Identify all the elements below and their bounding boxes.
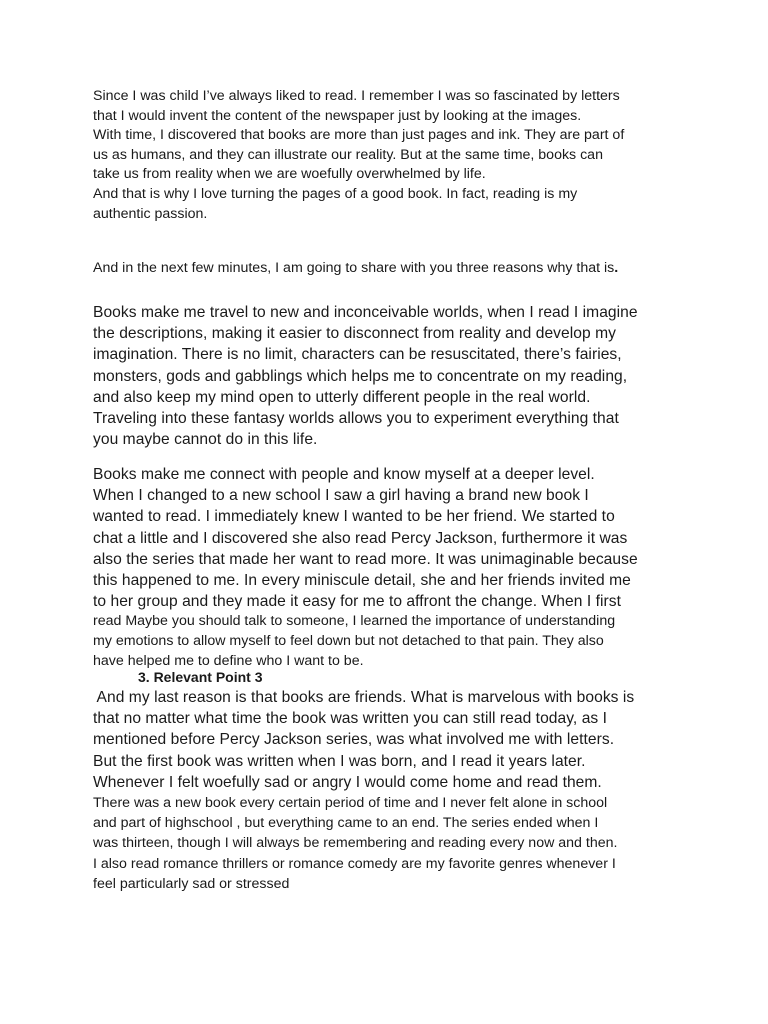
point-1-line: imagination. There is no limit, characters can be resuscitated, there’s fairies, [93, 346, 622, 364]
point-1-line: monsters, gods and gabblings which helps me to concentrate on my reading, [93, 367, 628, 385]
intro-line: that I would invent the content of the newspaper just by looking at the images. [93, 107, 582, 124]
point-2-line: my emotions to allow myself to feel down but not detached to that pain. They also [93, 633, 604, 650]
point-3-line: Whenever I felt woefully sad or angry I would come home and read them. [93, 773, 602, 791]
point-1-line: the descriptions, making it easier to disconnect from reality and develop my [93, 325, 616, 343]
intro-line: take us from reality when we are woefully overwhelmed by life. [93, 166, 486, 183]
point-2-line: to her group and they made it easy for me to affront the change. When I first [93, 593, 621, 611]
point-2-line: have helped me to define who I want to be. [93, 652, 364, 669]
point-3-line: I also read romance thrillers or romance comedy are my favorite genres whenever I [93, 855, 616, 872]
transition-sentence [93, 258, 693, 278]
point-2-line: read Maybe you should talk to someone, I learned the importance of understanding [93, 613, 616, 630]
point-2-line: this happened to me. In every miniscule detail, she and her friends invited me [93, 572, 631, 590]
point-3-paragraph [93, 687, 693, 894]
point-2-line: When I changed to a new school I saw a girl having a brand new book I [93, 487, 589, 505]
point-3-line: feel particularly sad or stressed [93, 875, 290, 892]
point-3-line: There was a new book every certain period of time and I never felt alone in school [93, 795, 608, 812]
point-2-paragraph [93, 464, 693, 671]
point-1-line: and also keep my mind open to utterly different people in the real world. [93, 388, 591, 406]
point-1-line: you maybe cannot do in this life. [93, 431, 318, 449]
point-2-line: also the series that made her want to read more. It was unimaginable because [93, 550, 638, 568]
intro-line: Since I was child I’ve always liked to read. I remember I was so fascinated by letters [93, 88, 620, 104]
section-heading-point-3: 3. Relevant Point 3 [138, 669, 263, 685]
point-3-line: was thirteen, though I will always be remembering and reading every now and then. [93, 835, 618, 852]
point-3-line: and part of highschool , but everything came to an end. The series ended when I [93, 815, 599, 832]
point-1-line: Books make me travel to new and inconceivable worlds, when I read I imagine [93, 304, 638, 321]
transition-period: . [614, 260, 619, 276]
point-3-line: mentioned before Percy Jackson series, was what involved me with letters. [93, 731, 615, 749]
point-3-line: that no matter what time the book was written you can still read today, as I [93, 710, 608, 728]
point-2-line: Books make me connect with people and know myself at a deeper level. [93, 466, 595, 483]
intro-line: With time, I discovered that books are more than just pages and ink. They are part of [93, 127, 625, 144]
point-1-paragraph [93, 302, 693, 450]
transition-text: And in the next few minutes, I am going to share with you three reasons why that is [93, 260, 615, 276]
point-1-line: Traveling into these fantasy worlds allows you to experiment everything that [93, 410, 619, 428]
intro-line: authentic passion. [93, 205, 208, 222]
point-3-line: But the first book was written when I was born, and I read it years later. [93, 752, 586, 770]
point-2-line: chat a little and I discovered she also read Percy Jackson, furthermore it was [93, 529, 628, 547]
point-3-line: And my last reason is that books are friends. What is marvelous with books is [93, 689, 635, 706]
intro-line: us as humans, and they can illustrate our reality. But at the same time, books can [93, 146, 603, 163]
intro-paragraph [93, 87, 693, 224]
intro-line: And that is why I love turning the pages of a good book. In fact, reading is my [93, 185, 578, 202]
point-2-line: wanted to read. I immediately knew I wanted to be her friend. We started to [93, 508, 615, 526]
